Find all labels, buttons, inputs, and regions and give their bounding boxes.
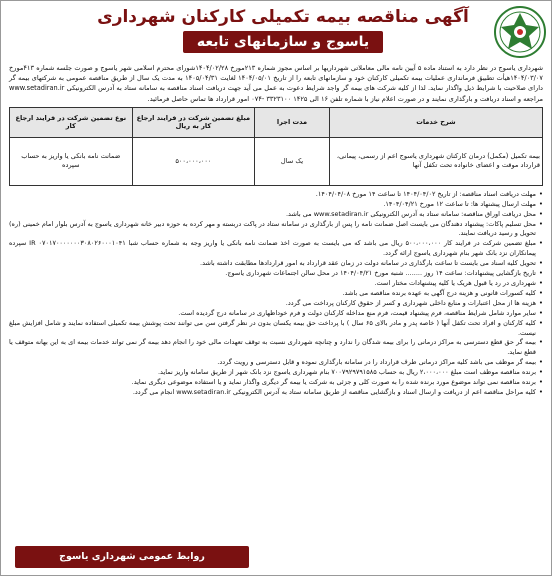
column-header: شرح خدمات — [329, 107, 542, 137]
list-item: • تحویل کلیه اسناد می بایست تا ساعت بارگذاری در سامانه دولت در زمان عقد قرارداد به امور قراردادها مطابقت داشته باشد. — [9, 259, 543, 269]
list-item: • محل دریافت اوراق مناقصه: سامانه ستاد به آدرس الکترونیکی www.setadiran.ir می باشد. — [9, 210, 543, 220]
list-item: • کلیه کارکنان و افراد تحت تکفل آنها ( خاصه پدر و مادر بالای ۶۵ سال ) با پرداخت حق بیمه یکسان بدون در نظر گرفتن سن می توانند تحت پوشش بیمه تکمیلی استفاده نمایند و شامل افزایش مبلغ نیست. — [9, 319, 543, 339]
list-item: • مبلغ تضمین شرکت در فرایند کار ۵۰۰،۰۰۰،۰۰۰ ریال می باشد که می بایست به صورت اخذ ضمانت نامه بانکی یا واریز وجه به شماره حساب شبا IR ۰۷۰۱۷۰۰۰۰۰۰۰۳۰۸۰۲۶۰۰۰۱۰۴۱ سپرده پیمانکاران نزد بانک شهر بنام شهرداری یاسوج ارائه گردد. — [9, 239, 543, 259]
title-banner — [79, 5, 487, 55]
public-relations-footer: روابط عمومی شهرداری یاسوج — [15, 546, 249, 568]
guarantee-type-cell: ضمانت نامه بانکی یا واریز به حساب سپرده — [10, 137, 133, 185]
column-header: مبلغ تضمین شرکت در فرایند ارجاع کار به ریال — [132, 107, 255, 137]
municipality-logo-icon — [493, 5, 547, 59]
list-item: • کلیه مراحل مناقصه اعم از دریافت و ارسال اسناد و بازگشایی مناقصه از طریق سامانه ستاد به آدرس الکترونیکی www.setadiran.ir انجام می گردد. — [9, 388, 543, 398]
service-description: بیمه تکمیل (مکمل) درمان کارکنان شهرداری یاسوج اعم از رسمی، پیمانی، قرارداد موقت و اعضای خانواده تحت تکفل آنها — [329, 137, 542, 185]
guarantee-amount-cell: ۵۰۰،۰۰۰،۰۰۰ — [132, 137, 255, 185]
list-item: • بیمه گر حق قطع دسترسی به مراکز درمانی را برای بیمه شدگان را ندارد و چنانچه شهرداری نسبت به توقف تعهدات مالی خود را انجام دهد بیمه گر نمی تواند خدمات بیمه ای به این بهانه متوقف یا قطع نماید. — [9, 338, 543, 358]
list-item: • مهلت ارسال پیشنهاد ها: تا ساعت ۱۲ مورخ ۱۴۰۴/۰۴/۲۱. — [9, 200, 543, 210]
page-title: آگهی مناقصه بیمه تکمیلی کارکنان شهرداری — [97, 7, 469, 27]
list-item: • هزینه ها از محل اعتبارات و منابع داخلی شهرداری و کسر از حقوق کارکنان پرداخت می گردد. — [9, 299, 543, 309]
intro-paragraph: شهرداری یاسوج در نظر دارد به استناد ماده ۵ آیین نامه مالی معاملاتی شهرداریها بر اساس مجوز شماره ۲۱۳مورخ ۱۴۰۴/۰۲/۲۸شورای محترم اسلامی شهر یاسوج و صورت جلسه شماره ۴۱۳مورخ ۱۴۰۴/۰۳/۰۷هیأت تطبیق فرمانداری عملیات بیمه تکمیلی کارکنان خود و سازمانهای تابعه را از تاریخ ۱۴۰۴/۰۵/۰۱ لغایت ۱۴۰۵/۰۴/۳۱ به مدت یک سال از طریق مناقصه عمومی به شرکتهای بیمه گر دارای صلاحیت با شرایط ذیل واگذار نماید. لذا از کلیه شرکت های بیمه گر واجد شرایط دعوت به عمل می آید جهت دریافت اسناد مناقصه به سامانه ستاد به آدرس الکترونیکی www.setadiran.ir مراجعه و اسناد دریافت و بارگذاری نمایند و در صورت اعلام نیاز با شماره تلفن ۱۶ الی ۱۴۲۵ ۳۳۲۳۱۰۰ -۰۷۴ امور قرارداد ها تماس حاصل فرمائید. — [9, 64, 543, 103]
conditions-list — [9, 190, 543, 398]
list-item: • کلیه کسورات قانونی و هزینه درج آگهی به عهده برنده مناقصه می باشد. — [9, 289, 543, 299]
duration-cell: یک سال — [255, 137, 330, 185]
list-item: • شهرداری در رد یا قبول هریک یا کلیه پیشنهادات مختار است. — [9, 279, 543, 289]
page-subtitle: یاسوج و سازمانهای تابعه — [183, 31, 383, 53]
list-item: • برنده مناقصه موظف است مبلغ ۲،۰۰۰،۰۰۰ ریال به حساب ۷۰۰۷۹۲۹۷۹۱۵۸۵ بنام شهرداری یاسوج نزد بانک شهر از طریق سامانه واریز نماید. — [9, 368, 543, 378]
list-item: • مهلت دریافت اسناد مناقصه: از تاریخ ۱۴۰۴/۰۴/۰۲ تا ساعت ۱۴ مورخ ۱۴۰۴/۰۴/۰۸. — [9, 190, 543, 200]
list-item: • سایر موارد شامل شرایط مناقصه، فرم پیشنهاد قیمت، فرم منع مداخله کارکنان دولت و فرم خوداظهاری در سامانه درج گردیده است. — [9, 309, 543, 319]
column-header: نوع تضمین شرکت در فرایند ارجاع کار — [10, 107, 133, 137]
tender-table — [9, 107, 543, 186]
table-header-row — [10, 107, 543, 137]
list-item: • تاریخ بازگشایی پیشنهادات: ساعت ۱۴ روز ........ شنبه مورخ ۱۴۰۴/۰۴/۲۱ در محل سالن اجتماعات شهرداری یاسوج. — [9, 269, 543, 279]
list-item: • محل تسلیم پاکات: پیشنهاد دهندگان می بایست اصل ضمانت نامه را پس از بارگذاری در سامانه ستاد در پاکت دربسته و مهر کرده به حوزه دبیر خانه شهرداری یاسوج به آدرس بلوار امام خمینی (ره) تحویل و رسید دریافت نمایند. — [9, 220, 543, 240]
notice-content — [9, 63, 543, 398]
list-item: • برنده مناقصه نمی تواند موضوع مورد برنده شده را به صورت کلی و جزئی به شرکت یا بیمه گر دیگری واگذار نماید و یا استفاده موضوعی دیگری نماید. — [9, 378, 543, 388]
column-header: مدت اجرا — [255, 107, 330, 137]
table-row — [10, 137, 543, 185]
header — [1, 1, 552, 61]
list-item: • بیمه گر موظف می باشد کلیه مراکز درمانی طرف قرارداد را در سامانه بارگذاری نموده و قابل دسترسی و رویت گردد. — [9, 358, 543, 368]
